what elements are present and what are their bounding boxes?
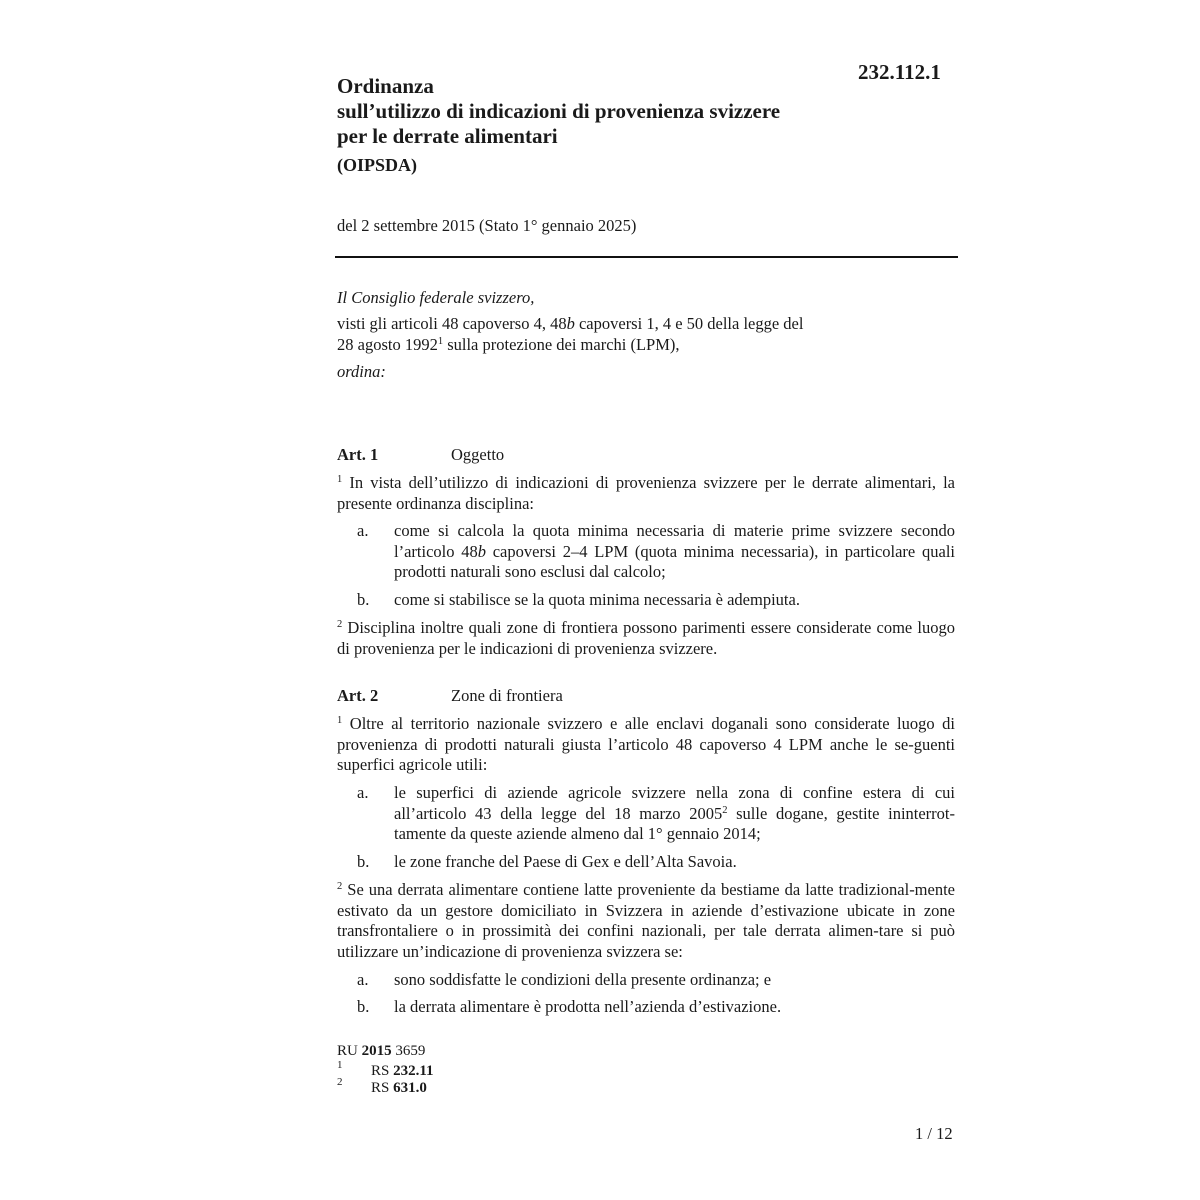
document-page: 232.112.1 Ordinanza sull’utilizzo di indicazioni di provenienza svizzere per le derrate alimentari (OIPSDA) del 2 settembre 2015 (Stato 1° gennaio 2025) Il Consiglio federale svizzero, visti gli articoli 48 capoverso 4, 48b capoversi 1, 4 e 50 della legge del 28 agosto 1992$^1$ sulla protezione dei marchi (LPM), ordina: Art. 1 Oggetto $^1$ In vista dell’utilizzo di indicazioni di provenienza svizzere per le derrate alimentari, la presente ordinanza disciplina: a. come si calcola la quota minima necessaria di materie prime svizzere secondo l’articolo 48b capoversi 2–4 LPM (quota minima necessaria), in particolare quali prodotti naturali sono esclusi dal calcolo; b. come si stabilisce se la quota minima necessaria è adempiuta. $^2$ Disciplina inoltre quali zone di frontiera possono parimenti essere considerate come luogo di provenienza per le indicazioni di provenienza svizzere. Art. 2 Zone di frontiera $^1$ Oltre al territorio nazionale svizzero e alle enclavi doganali sono considerate luogo di provenienza di prodotti naturali giusta l’articolo 48 capoverso 4 LPM anche le se-guenti superfici agricole utili: a. le superfici di aziende agricole svizzere nella zona di confine estera di cui all’articolo 43 della legge del 18 marzo 2005$^2$ sulle dogane, gestite ininterrot-tamente da queste aziende almeno dal 1° gennaio 2014; b. le zone franche del Paese di Gex e dell’Alta Savoia. $^2$ Se una derrata alimentare contiene latte proveniente da bestiame da latte tradizional-mente estivato da un gestore domiciliato in Svizzera in aziende d’estivazione ubicate in zone transfrontaliere o in prossimità dei confini nazionali, per tale derrata alimen-tare si può utilizzare un’indicazione di provenienza svizzera se: a. sono soddisfatte le condizioni della presente ordinanza; e b. la derrata alimentare è prodotta nell’azienda d’estivazione. RU 2015 3659 1 RS 232.11 2 RS 631.0 1 / 12: [0, 0, 1200, 1200]
sr-number: 232.112.1: [858, 60, 941, 84]
paragraph: $^2$ Se una derrata alimentare contiene latte proveniente da bestiame da latte tradizional-mente estivato da un gestore domiciliato in Svizzera in aziende d’estivazione ubicate in zone transfrontaliere o in prossimità dei confini nazionali, per tale derrata alimen-tare si può utilizzare un’indicazione di provenienza svizzera se:: [337, 880, 955, 961]
article-number: Art. 2: [337, 686, 379, 705]
document-abbreviation: (OIPSDA): [337, 155, 417, 175]
article-title: Oggetto: [451, 445, 505, 464]
article-title: Zone di frontiera: [451, 686, 563, 705]
list-item: a. le superfici di aziende agricole svizzere nella zona di confine estera di cui all’articolo 43 della legge del 18 marzo 2005$^2$ sulle dogane, gestite ininterrot-tamente da queste aziende almeno dal 1° gennaio 2014;: [357, 783, 956, 843]
document-date: del 2 settembre 2015 (Stato 1° gennaio 2025): [337, 216, 637, 235]
page-number: 1 / 12: [915, 1124, 953, 1143]
footnote-link[interactable]: 232.11: [393, 1063, 434, 1079]
list-item: a. sono soddisfatte le condizioni della presente ordinanza; e: [357, 970, 772, 989]
footnote-ref[interactable]: 1: [437, 335, 444, 347]
preamble-authority: Il Consiglio federale svizzero,: [337, 288, 535, 307]
ru-reference: RU 2015 3659: [337, 1043, 426, 1059]
paragraph: $^1$ In vista dell’utilizzo di indicazioni di provenienza svizzere per le derrate alimentari, la presente ordinanza disciplina:: [337, 473, 955, 513]
header-divider: [335, 256, 958, 258]
footnote-ref[interactable]: 2: [722, 804, 728, 816]
preamble-basis: visti gli articoli 48 capoverso 4, 48b capoversi 1, 4 e 50 della legge del 28 agosto 1992$^1$ sulla protezione dei marchi (LPM),: [337, 314, 804, 354]
document-title: [337, 74, 867, 149]
list-item: a. come si calcola la quota minima necessaria di materie prime svizzere secondo l’articolo 48b capoversi 2–4 LPM (quota minima necessaria), in particolare quali prodotti naturali sono esclusi dal calcolo;: [357, 521, 955, 581]
title-line: sull’utilizzo di indicazioni di provenienza svizzere: [337, 99, 781, 123]
list-item: b. la derrata alimentare è prodotta nell’azienda d’estivazione.: [357, 997, 782, 1016]
preamble-decree: ordina:: [337, 362, 386, 381]
paragraph: $^1$ Oltre al territorio nazionale svizzero e alle enclavi doganali sono considerate luogo di provenienza di prodotti naturali giusta l’articolo 48 capoverso 4 LPM anche le se-guenti superfici agricole utili:: [337, 714, 955, 774]
list-item: b. come si stabilisce se la quota minima necessaria è adempiuta.: [357, 590, 800, 609]
article-number: Art. 1: [337, 445, 379, 464]
footnote-link[interactable]: 631.0: [393, 1080, 427, 1096]
paragraph: $^2$ Disciplina inoltre quali zone di frontiera possono parimenti essere considerate come luogo di provenienza per le indicazioni di provenienza svizzere.: [337, 618, 955, 658]
title-line: Ordinanza: [337, 74, 434, 98]
list-item: b. le zone franche del Paese di Gex e dell’Alta Savoia.: [357, 852, 737, 871]
title-line: per le derrate alimentari: [337, 124, 558, 148]
